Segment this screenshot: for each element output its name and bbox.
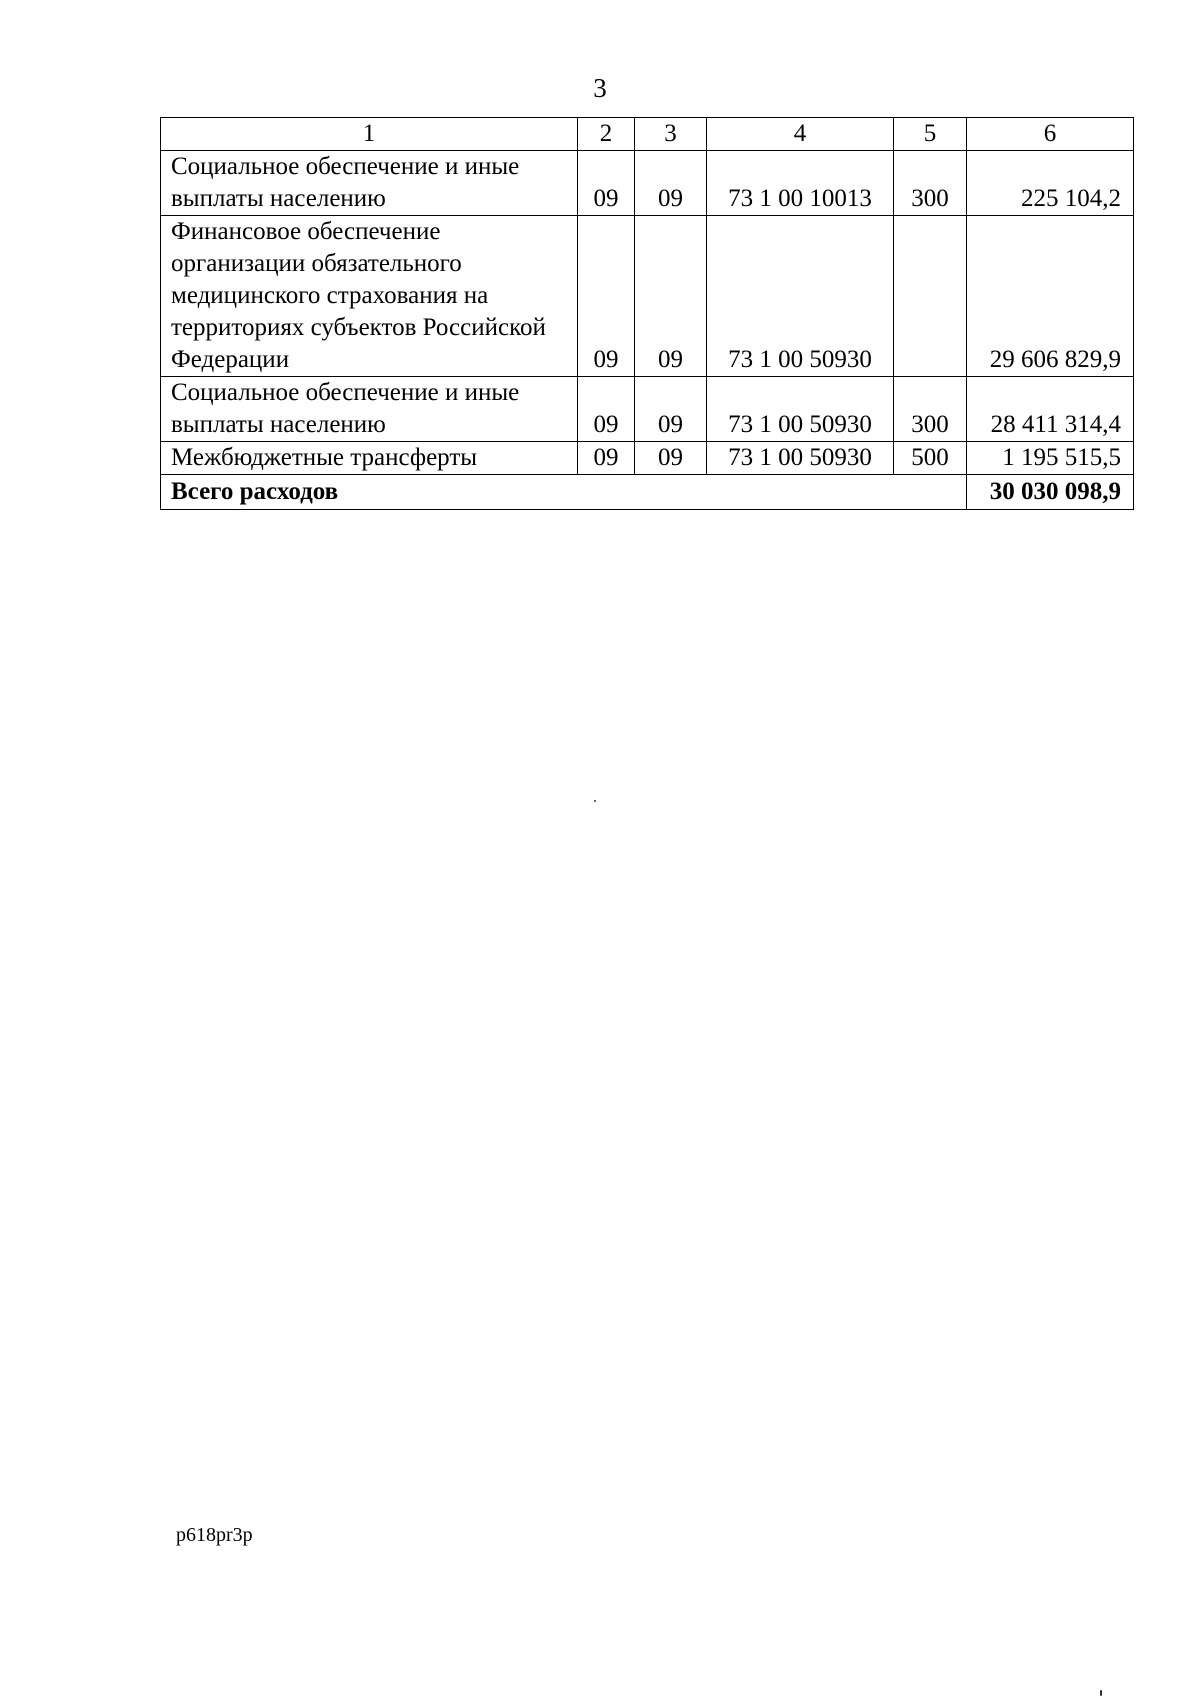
row-section: 09 xyxy=(578,151,635,216)
row-amount: 1 195 515,5 xyxy=(967,442,1134,475)
row-name: Социальное обеспечение и иные выплаты населению xyxy=(161,377,578,442)
document-code: p618pr3p xyxy=(176,1524,253,1546)
row-expense-type: 300 xyxy=(894,377,967,442)
row-amount: 28 411 314,4 xyxy=(967,377,1134,442)
row-target-code: 73 1 00 50930 xyxy=(707,442,894,475)
expenditure-table xyxy=(160,117,1134,510)
scan-speck xyxy=(1100,1690,1102,1696)
table-row xyxy=(161,377,1134,442)
row-expense-type xyxy=(894,216,967,377)
column-header: 1 xyxy=(161,118,578,151)
column-header: 2 xyxy=(578,118,635,151)
row-target-code: 73 1 00 50930 xyxy=(707,216,894,377)
total-amount: 30 030 098,9 xyxy=(967,475,1134,510)
row-expense-type: 500 xyxy=(894,442,967,475)
table-row xyxy=(161,442,1134,475)
total-label: Всего расходов xyxy=(161,475,967,510)
total-row xyxy=(161,475,1134,510)
row-subsection: 09 xyxy=(635,377,707,442)
row-name: Социальное обеспечение и иные выплаты населению xyxy=(161,151,578,216)
row-subsection: 09 xyxy=(635,216,707,377)
column-header: 6 xyxy=(967,118,1134,151)
row-expense-type: 300 xyxy=(894,151,967,216)
row-name: Финансовое обеспечение организации обязательного медицинского страхования на территориях субъектов Российской Федерации xyxy=(161,216,578,377)
column-header: 4 xyxy=(707,118,894,151)
column-header: 3 xyxy=(635,118,707,151)
table-row xyxy=(161,216,1134,377)
row-name: Межбюджетные трансферты xyxy=(161,442,578,475)
row-target-code: 73 1 00 50930 xyxy=(707,377,894,442)
page-number: 3 xyxy=(593,73,607,103)
column-header: 5 xyxy=(894,118,967,151)
row-subsection: 09 xyxy=(635,151,707,216)
table-row xyxy=(161,151,1134,216)
row-target-code: 73 1 00 10013 xyxy=(707,151,894,216)
row-amount: 29 606 829,9 xyxy=(967,216,1134,377)
row-section: 09 xyxy=(578,216,635,377)
scan-speck xyxy=(594,800,596,802)
row-amount: 225 104,2 xyxy=(967,151,1134,216)
row-section: 09 xyxy=(578,377,635,442)
row-subsection: 09 xyxy=(635,442,707,475)
row-section: 09 xyxy=(578,442,635,475)
table-header-row xyxy=(161,118,1134,151)
